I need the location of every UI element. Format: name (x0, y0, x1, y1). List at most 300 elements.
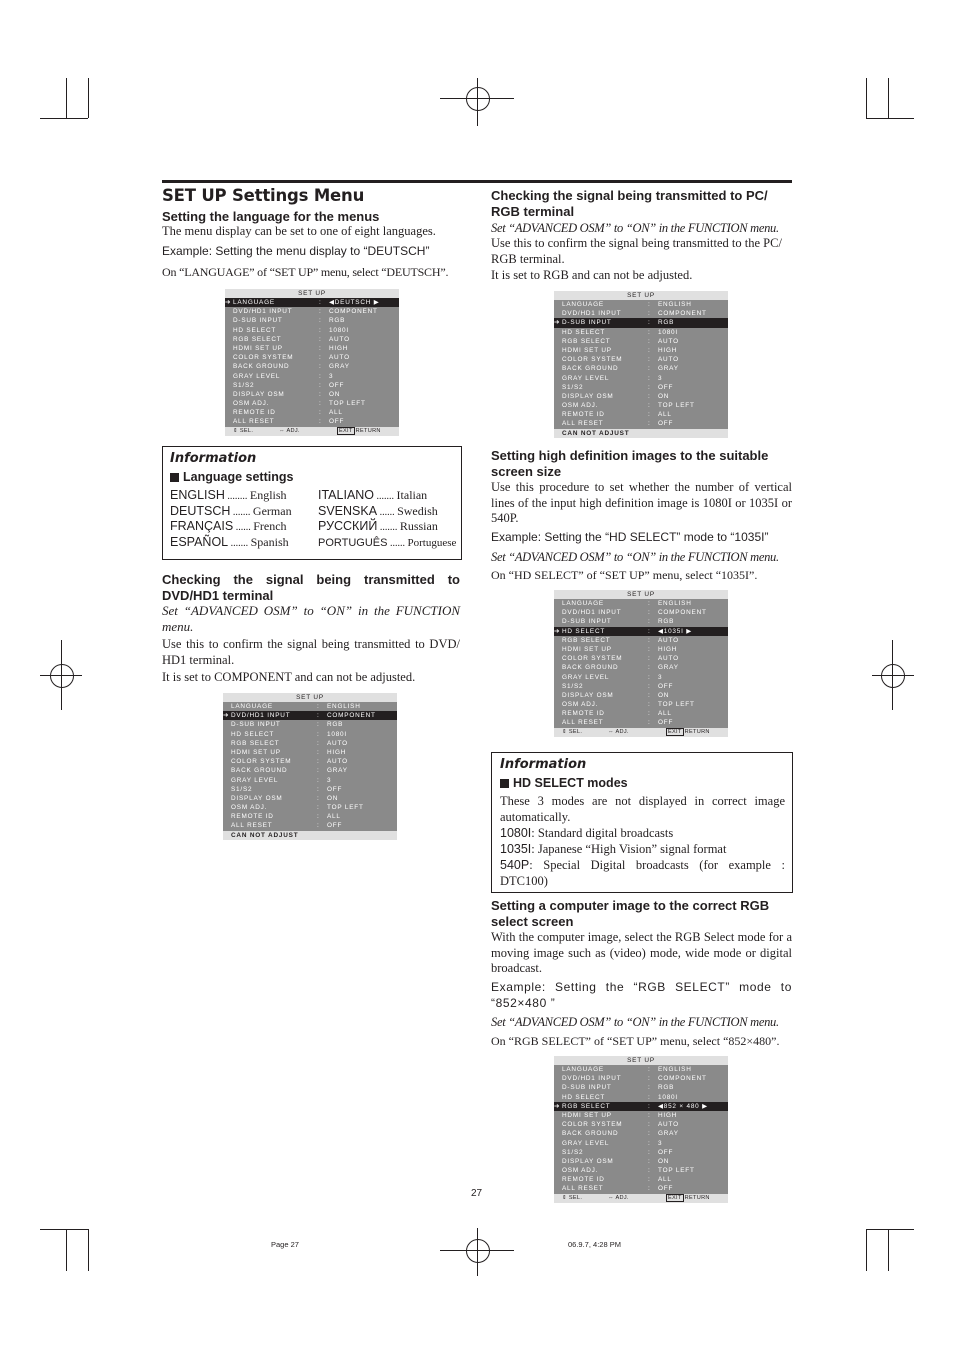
osd-menu-row (223, 711, 397, 720)
osd-separator: : (648, 600, 651, 607)
osd-item-label: D-SUB INPUT (231, 721, 281, 729)
osd-item-label: D-SUB INPUT (562, 1084, 612, 1092)
osd-item-label: COLOR SYSTEM (562, 655, 623, 663)
language-native-name: ESPAÑOL (170, 534, 229, 549)
osd-item-label: ALL RESET (233, 418, 275, 426)
osd-item-value: OFF (658, 1185, 674, 1193)
language-english-name: Swedish (397, 503, 438, 518)
osd-item-value: 3 (329, 372, 334, 380)
osd-item-label: RGB SELECT (562, 337, 611, 345)
osd-separator: : (648, 691, 651, 699)
osd-menu-row (558, 617, 724, 626)
language-english-name: Spanish (250, 534, 289, 549)
crop-mark (40, 1229, 88, 1230)
osd-menu-row (558, 309, 724, 318)
language-entry (318, 488, 427, 503)
osd-separator: : (648, 1185, 651, 1193)
osd-item-value: AUTO (329, 335, 350, 343)
osd-menu-row (558, 401, 724, 410)
osd-item-value: GRAY (329, 363, 350, 371)
dvd-advanced-note: Set “ADVANCED OSM” to “ON” in the FUNCTION menu. (162, 603, 460, 634)
osd-menu-row (227, 766, 393, 775)
osd-item-value: ON (329, 390, 341, 398)
registration-mark (50, 664, 74, 688)
osd-menu-row (558, 355, 724, 364)
osd-item-label: D-SUB INPUT (562, 618, 612, 626)
osd-separator: : (648, 645, 651, 653)
osd-item-label: HDMI SET UP (562, 645, 612, 653)
osd-menu-row (558, 682, 724, 691)
osd-separator: : (648, 328, 651, 336)
osd-item-label: ALL RESET (562, 719, 604, 727)
crop-mark (66, 1229, 67, 1271)
osd-setup-menu-hd (554, 590, 728, 737)
osd-item-value: 3 (658, 673, 663, 681)
osd-item-label: HD SELECT (231, 730, 275, 738)
osd-menu-row (558, 1093, 724, 1102)
dvd-text-1: Use this to confirm the signal being transmitted to DVD/ HD1 terminal. (162, 637, 460, 667)
osd-separator: : (319, 400, 322, 408)
osd-menu-row (558, 709, 724, 718)
registration-mark (466, 1239, 490, 1263)
leader-dots: ....... (230, 506, 253, 518)
osd-header: SET UP (225, 289, 399, 298)
osd-header: SET UP (554, 1056, 728, 1065)
osd-separator: : (648, 1093, 651, 1101)
language-native-name: FRANÇAIS (170, 519, 234, 533)
osd-item-label: LANGUAGE (562, 301, 604, 308)
osd-item-value: COMPONENT (658, 609, 707, 617)
osd-item-label: GRAY LEVEL (562, 1139, 610, 1147)
language-entry (318, 504, 438, 519)
osd-menu-row (558, 636, 724, 645)
osd-separator: : (319, 299, 322, 306)
language-native-name: DEUTSCH (170, 503, 231, 518)
osd-item-value: OFF (327, 822, 343, 830)
osd-setup-menu-language (225, 289, 399, 436)
osd-separator: : (317, 822, 320, 830)
osd-setup-menu-dvd (223, 693, 397, 840)
osd-separator: : (648, 636, 651, 644)
osd-menu-row (558, 673, 724, 682)
osd-item-label: ➔ LANGUAGE (233, 299, 275, 306)
osd-separator: : (317, 776, 320, 784)
osd-separator: : (648, 1084, 651, 1092)
osd-separator: : (648, 337, 651, 345)
osd-separator: : (319, 372, 322, 380)
osd-item-label: HD SELECT (233, 326, 277, 334)
osd-item-label: BACK GROUND (562, 1130, 619, 1138)
osd-menu-row (229, 316, 395, 325)
osd-menu-row (229, 326, 395, 335)
osd-item-value: 1080I (327, 730, 347, 738)
osd-separator: : (648, 710, 651, 718)
square-bullet-icon (500, 779, 509, 788)
osd-item-value: ◀1035I ▶ (658, 627, 692, 635)
crop-mark (888, 1229, 889, 1271)
hd-mode-entry (500, 826, 785, 842)
osd-item-value: 1080I (329, 326, 349, 334)
language-english-name: French (253, 519, 287, 533)
osd-item-label: DVD/HD1 INPUT (562, 1075, 622, 1083)
crop-mark (88, 78, 89, 118)
osd-separator: : (319, 354, 322, 362)
osd-separator: : (648, 655, 651, 663)
osd-item-value: RGB (658, 1084, 675, 1092)
leader-dots: ...... (377, 506, 398, 518)
osd-menu-row (558, 337, 724, 346)
crop-mark (866, 118, 914, 119)
osd-item-label: DISPLAY OSM (562, 691, 614, 699)
osd-item-label: GRAY LEVEL (231, 776, 279, 784)
osd-separator: : (648, 1176, 651, 1184)
rgb-text: With the computer image, select the RGB Select mode for a moving image such as (video) mode, wide mode or digital broadcast. (491, 930, 792, 975)
registration-mark (881, 664, 905, 688)
osd-menu-row (558, 700, 724, 709)
osd-menu-row (558, 1148, 724, 1157)
osd-item-value: AUTO (327, 758, 348, 766)
osd-item-value: AUTO (329, 354, 350, 362)
osd-item-label: ➔ HD SELECT (562, 627, 606, 635)
osd-menu-row (558, 419, 724, 428)
osd-menu-row (558, 1083, 724, 1092)
language-example: Example: Setting the menu display to “DEUTSCH” (162, 244, 430, 258)
osd-menu-row (225, 298, 399, 307)
osd-item-label: GRAY LEVEL (562, 374, 610, 382)
osd-item-value: ON (658, 691, 670, 699)
osd-item-value: TOP LEFT (658, 701, 695, 709)
osd-separator: : (319, 344, 322, 352)
osd-item-label: BACK GROUND (562, 365, 619, 373)
osd-separator: : (648, 1148, 651, 1156)
section-heading-rgb-select: Setting a computer image to the correct RGB select screen (491, 898, 770, 929)
osd-item-value: HIGH (327, 748, 347, 756)
osd-cannot-adjust: CAN NOT ADJUST (554, 429, 728, 438)
language-entry (170, 504, 292, 519)
osd-separator: : (319, 381, 322, 389)
osd-item-value: ◀DEUTSCH ▶ (329, 299, 380, 306)
osd-item-label: LANGUAGE (231, 703, 273, 710)
hd-info-text: These 3 modes are not displayed in correct image automatically. (500, 794, 785, 824)
osd-footer: ⇕ SEL. ⇔ ADJ. EXIT RETURN (554, 728, 728, 737)
top-rule (162, 180, 792, 183)
osd-menu-row (229, 353, 395, 362)
osd-item-label: ALL RESET (562, 420, 604, 428)
hd-mode-entry (500, 842, 785, 858)
rgb-advanced-note: Set “ADVANCED OSM” to “ON” in the FUNCTION menu. (491, 1015, 779, 1029)
language-entry (170, 488, 287, 503)
osd-item-label: ➔ RGB SELECT (562, 1102, 611, 1110)
osd-separator: : (317, 730, 320, 738)
language-native-name: ENGLISH (170, 488, 225, 502)
osd-item-label: ALL RESET (231, 822, 273, 830)
osd-menu-row (558, 691, 724, 700)
osd-menu-row (558, 1175, 724, 1184)
osd-item-label: ➔ D-SUB INPUT (562, 319, 612, 327)
osd-item-label: OSM ADJ. (233, 400, 270, 408)
osd-item-value: OFF (658, 1148, 674, 1156)
section-heading-hd: Setting high definition images to the suitable screen size (491, 448, 769, 479)
info-subtitle: HD SELECT modes (500, 776, 628, 790)
osd-item-label: HD SELECT (562, 328, 606, 336)
information-box-hd (491, 752, 793, 893)
osd-item-label: REMOTE ID (231, 813, 274, 821)
info-subtitle: Language settings (170, 470, 293, 484)
osd-menu-row (558, 383, 724, 392)
hd-mode-description: : Standard digital broadcasts (531, 826, 674, 840)
osd-menu-row (558, 1184, 724, 1193)
osd-header: SET UP (554, 291, 728, 300)
registration-mark (466, 87, 490, 111)
osd-item-label: COLOR SYSTEM (562, 1121, 623, 1129)
language-native-name: РУССКИЙ (318, 519, 378, 533)
osd-separator: : (648, 609, 651, 617)
osd-item-value: ALL (329, 409, 343, 417)
osd-item-value: HIGH (658, 645, 678, 653)
crop-mark (66, 78, 67, 118)
osd-menu-row (558, 1157, 724, 1166)
leader-dots: ....... (228, 537, 251, 549)
osd-separator: : (648, 618, 651, 626)
osd-separator: : (648, 1167, 651, 1175)
osd-separator: : (319, 326, 322, 334)
osd-item-label: COLOR SYSTEM (233, 354, 294, 362)
osd-item-value: AUTO (658, 1121, 679, 1129)
leader-dots: ...... (387, 537, 408, 549)
osd-item-label: DISPLAY OSM (562, 392, 614, 400)
osd-item-value: ON (658, 392, 670, 400)
osd-separator: : (648, 1157, 651, 1165)
crop-mark (888, 78, 889, 118)
osd-menu-row (558, 1166, 724, 1175)
osd-item-label: RGB SELECT (231, 739, 280, 747)
osd-menu-row (227, 730, 393, 739)
hd-mode-name: 1035I (500, 842, 532, 856)
footer-page-label: Page 27 (271, 1240, 299, 1249)
language-english-name: German (252, 503, 292, 518)
osd-separator: : (317, 767, 320, 775)
osd-menu-row (558, 410, 724, 419)
osd-menu-row (554, 627, 728, 636)
osd-item-value: AUTO (658, 636, 679, 644)
osd-separator: : (648, 627, 651, 635)
osd-separator: : (648, 356, 651, 364)
osd-item-label: RGB SELECT (562, 636, 611, 644)
osd-item-label: S1/S2 (562, 383, 584, 391)
osd-item-value: TOP LEFT (327, 804, 364, 812)
osd-separator: : (317, 813, 320, 821)
osd-item-label: REMOTE ID (562, 1176, 605, 1184)
osd-item-value: TOP LEFT (658, 402, 695, 410)
osd-item-label: S1/S2 (231, 785, 253, 793)
osd-menu-row (558, 392, 724, 401)
osd-menu-row (558, 346, 724, 355)
crop-mark (40, 118, 88, 119)
osd-separator: : (648, 1130, 651, 1138)
osd-item-value: OFF (329, 381, 345, 389)
osd-separator: : (317, 794, 320, 802)
osd-item-label: OSM ADJ. (231, 804, 268, 812)
osd-item-value: TOP LEFT (658, 1167, 695, 1175)
language-native-name: SVENSKA (318, 503, 378, 518)
osd-item-value: ENGLISH (658, 301, 692, 308)
osd-menu-row (229, 344, 395, 353)
osd-separator: : (648, 1111, 651, 1119)
osd-item-value: OFF (658, 420, 674, 428)
osd-menu-row (558, 1129, 724, 1138)
osd-item-label: OSM ADJ. (562, 701, 599, 709)
osd-item-value: GRAY (658, 1130, 679, 1138)
osd-menu-row (229, 307, 395, 316)
osd-separator: : (648, 673, 651, 681)
osd-item-label: DVD/HD1 INPUT (233, 308, 293, 316)
crop-mark (866, 78, 867, 118)
language-english-name: Portuguese (407, 536, 457, 549)
rgb-example: Example: Setting the “RGB SELECT” mode to “852×480 ” (491, 980, 792, 1010)
osd-item-label: S1/S2 (233, 381, 255, 389)
osd-item-value: 1080I (658, 328, 678, 336)
osd-separator: : (648, 319, 651, 327)
osd-menu-row (558, 599, 724, 608)
osd-separator: : (319, 308, 322, 316)
osd-menu-row (558, 374, 724, 383)
osd-item-value: OFF (327, 785, 343, 793)
osd-separator: : (648, 1066, 651, 1073)
osd-separator: : (317, 703, 320, 710)
osd-item-label: LANGUAGE (562, 1066, 604, 1073)
osd-menu-row (229, 390, 395, 399)
page-title: SET UP Settings Menu (162, 186, 365, 205)
language-entry (318, 519, 438, 534)
osd-item-value: OFF (658, 383, 674, 391)
osd-item-value: AUTO (658, 655, 679, 663)
osd-separator: : (319, 409, 322, 417)
section-heading-pc-rgb: Checking the signal being transmitted to PC/ RGB terminal (491, 188, 768, 219)
osd-item-label: HDMI SET UP (562, 346, 612, 354)
osd-menu-row (554, 1102, 728, 1111)
osd-separator: : (648, 719, 651, 727)
osd-menu-row (558, 654, 724, 663)
hd-mode-name: 540P (500, 858, 530, 872)
osd-item-label: HDMI SET UP (231, 748, 281, 756)
osd-item-value: OFF (658, 682, 674, 690)
osd-item-value: GRAY (658, 365, 679, 373)
osd-menu-row (558, 718, 724, 727)
osd-item-value: ALL (658, 1176, 672, 1184)
osd-separator: : (648, 346, 651, 354)
osd-item-value: ENGLISH (658, 1066, 692, 1073)
language-english-name: Russian (399, 519, 438, 533)
square-bullet-icon (170, 473, 179, 482)
osd-separator: : (317, 748, 320, 756)
language-intro-text: The menu display can be set to one of eight languages. (162, 224, 436, 238)
osd-item-value: GRAY (327, 767, 348, 775)
info-title: Information (500, 757, 587, 772)
osd-footer: ⇕ SEL. ⇔ ADJ. EXIT RETURN (225, 427, 399, 436)
hd-example: Example: Setting the “HD SELECT” mode to “1035I” (491, 530, 769, 544)
osd-menu-row (229, 381, 395, 390)
osd-item-label: REMOTE ID (562, 710, 605, 718)
pc-text-1: Use this to confirm the signal being transmitted to the PC/ RGB terminal. (491, 236, 782, 266)
hd-instruction: On “HD SELECT” of “SET UP” menu, select “1035I”. (491, 568, 758, 582)
hd-mode-description: : Japanese “High Vision” signal format (531, 842, 727, 856)
osd-separator: : (319, 418, 322, 426)
osd-menu-row (229, 408, 395, 417)
osd-item-label: ALL RESET (562, 1185, 604, 1193)
osd-separator: : (317, 785, 320, 793)
osd-item-value: 3 (658, 374, 663, 382)
osd-menu-row (227, 776, 393, 785)
osd-separator: : (648, 310, 651, 318)
osd-item-value: ENGLISH (327, 703, 361, 710)
osd-item-value: COMPONENT (658, 1075, 707, 1083)
osd-item-value: ALL (327, 813, 341, 821)
osd-item-label: REMOTE ID (233, 409, 276, 417)
osd-menu-row (227, 702, 393, 711)
language-native-name: ITALIANO (318, 488, 375, 502)
osd-menu-row (558, 1074, 724, 1083)
osd-item-value: HIGH (658, 1111, 678, 1119)
osd-menu-row (227, 803, 393, 812)
osd-separator: : (648, 392, 651, 400)
osd-item-value: RGB (658, 618, 675, 626)
crop-mark (866, 1229, 914, 1230)
osd-separator: : (317, 721, 320, 729)
osd-item-label: LANGUAGE (562, 600, 604, 607)
osd-item-value: TOP LEFT (329, 400, 366, 408)
osd-item-label: BACK GROUND (562, 664, 619, 672)
osd-separator: : (319, 363, 322, 371)
osd-item-label: OSM ADJ. (562, 1167, 599, 1175)
rgb-instruction: On “RGB SELECT” of “SET UP” menu, select “852×480”. (491, 1034, 780, 1048)
osd-menu-row (227, 785, 393, 794)
osd-separator: : (648, 365, 651, 373)
osd-item-value: AUTO (658, 356, 679, 364)
osd-menu-row (558, 328, 724, 337)
osd-menu-row (558, 1111, 724, 1120)
language-entry (170, 535, 289, 550)
osd-separator: : (319, 335, 322, 343)
osd-separator: : (317, 739, 320, 747)
osd-item-value: OFF (329, 418, 345, 426)
osd-header: SET UP (223, 693, 397, 702)
osd-menu-row (229, 335, 395, 344)
osd-separator: : (648, 374, 651, 382)
osd-item-label: HDMI SET UP (233, 344, 283, 352)
hd-advanced-note: Set “ADVANCED OSM” to “ON” in the FUNCTION menu. (491, 550, 779, 564)
osd-item-label: BACK GROUND (231, 767, 288, 775)
language-english-name: Italian (396, 488, 428, 502)
osd-menu-row (558, 1139, 724, 1148)
osd-item-label: S1/S2 (562, 682, 584, 690)
osd-separator: : (648, 682, 651, 690)
osd-footer: ⇕ SEL. ⇔ ADJ. EXIT RETURN (554, 1194, 728, 1203)
leader-dots: ....... (374, 491, 397, 502)
osd-item-value: AUTO (327, 739, 348, 747)
osd-menu-row (558, 608, 724, 617)
osd-item-label: BACK GROUND (233, 363, 290, 371)
osd-separator: : (317, 804, 320, 812)
crop-mark (88, 1229, 89, 1271)
language-entry (318, 535, 456, 550)
footer-timestamp: 06.9.7, 4:28 PM (568, 1240, 621, 1249)
info-title: Information (170, 451, 257, 466)
osd-menu-row (558, 1120, 724, 1129)
osd-item-value: 3 (658, 1139, 663, 1147)
osd-menu-row (227, 739, 393, 748)
osd-item-value: ALL (658, 710, 672, 718)
osd-separator: : (648, 701, 651, 709)
